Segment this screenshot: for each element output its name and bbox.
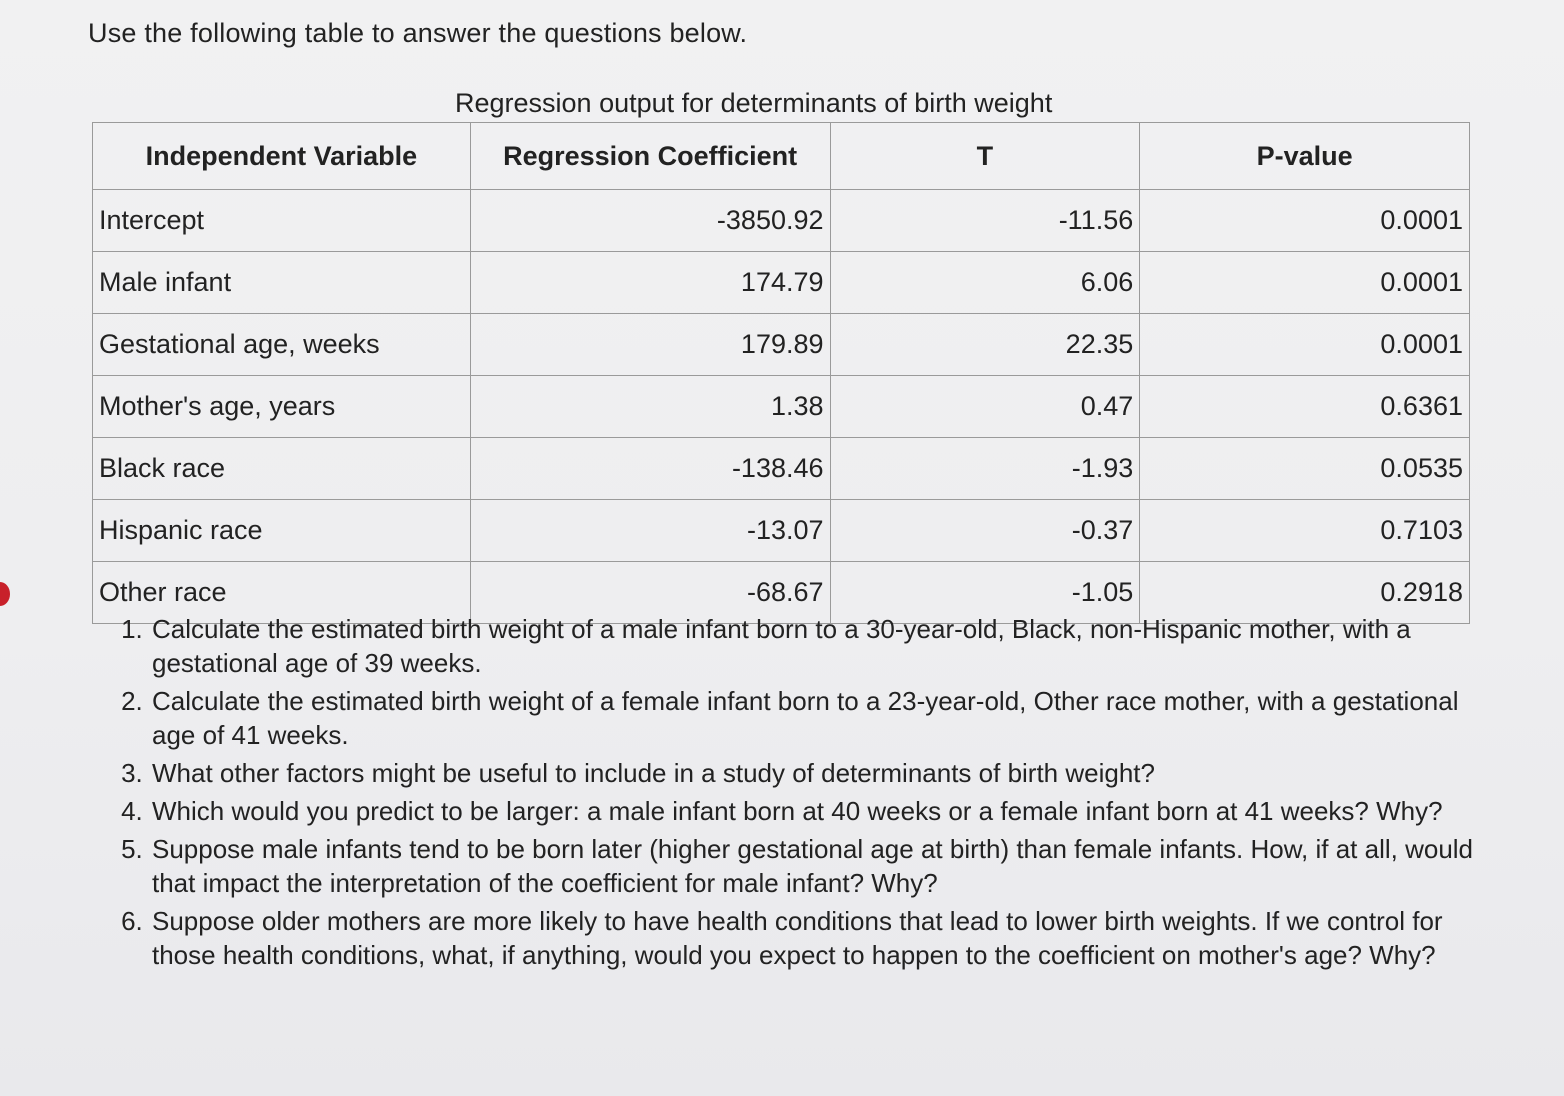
t-cell: 22.35 xyxy=(830,314,1140,376)
p-value-cell: 0.6361 xyxy=(1140,376,1470,438)
coefficient-cell: -138.46 xyxy=(470,438,830,500)
variable-cell: Gestational age, weeks xyxy=(93,314,471,376)
question-item: 4. Which would you predict to be larger: a male infant born at 40 weeks or a female infant born at 41 weeks? Why? xyxy=(150,794,1480,828)
variable-cell: Mother's age, years xyxy=(93,376,471,438)
question-item: 6. Suppose older mothers are more likely to have health conditions that lead to lower birth weights. If we control for those health conditions, what, if anything, would you expect to happen to the coefficient on mother's age? Why? xyxy=(150,904,1480,972)
t-cell: -1.93 xyxy=(830,438,1140,500)
question-list xyxy=(110,612,1480,976)
table-caption: Regression output for determinants of birth weight xyxy=(455,88,1053,118)
p-value-cell: 0.0535 xyxy=(1140,438,1470,500)
variable-cell: Intercept xyxy=(93,190,471,252)
intro-text: Use the following table to answer the questions below. xyxy=(88,18,748,48)
header-p-value: P-value xyxy=(1140,123,1470,190)
header-t: T xyxy=(830,123,1140,190)
t-cell: 0.47 xyxy=(830,376,1140,438)
coefficient-cell: -3850.92 xyxy=(470,190,830,252)
regression-table xyxy=(92,122,1470,624)
t-cell: -11.56 xyxy=(830,190,1140,252)
p-value-cell: 0.0001 xyxy=(1140,190,1470,252)
table-header-row xyxy=(93,123,1470,190)
question-item: 2. Calculate the estimated birth weight of a female infant born to a 23-year-old, Other race mother, with a gestational age of 41 weeks. xyxy=(150,684,1480,752)
table-row xyxy=(93,500,1470,562)
table-row xyxy=(93,314,1470,376)
table-row xyxy=(93,376,1470,438)
variable-cell: Hispanic race xyxy=(93,500,471,562)
t-cell: -1.05 xyxy=(830,562,1140,624)
p-value-cell: 0.2918 xyxy=(1140,562,1470,624)
variable-cell: Male infant xyxy=(93,252,471,314)
table-row xyxy=(93,190,1470,252)
header-independent-variable: Independent Variable xyxy=(93,123,471,190)
t-cell: 6.06 xyxy=(830,252,1140,314)
question-item: 5. Suppose male infants tend to be born later (higher gestational age at birth) than female infants. How, if at all, would that impact the interpretation of the coefficient for male infant? Why? xyxy=(150,832,1480,900)
question-item: 1. Calculate the estimated birth weight of a male infant born to a 30-year-old, Black, non-Hispanic mother, with a gestational age of 39 weeks. xyxy=(150,612,1480,680)
p-value-cell: 0.7103 xyxy=(1140,500,1470,562)
header-regression-coefficient: Regression Coefficient xyxy=(470,123,830,190)
coefficient-cell: 179.89 xyxy=(470,314,830,376)
p-value-cell: 0.0001 xyxy=(1140,252,1470,314)
table-row xyxy=(93,438,1470,500)
variable-cell: Black race xyxy=(93,438,471,500)
question-item: 3. What other factors might be useful to include in a study of determinants of birth weight? xyxy=(150,756,1480,790)
coefficient-cell: 174.79 xyxy=(470,252,830,314)
coefficient-cell: 1.38 xyxy=(470,376,830,438)
red-marker-dot xyxy=(0,582,10,606)
table-row xyxy=(93,252,1470,314)
p-value-cell: 0.0001 xyxy=(1140,314,1470,376)
coefficient-cell: -68.67 xyxy=(470,562,830,624)
coefficient-cell: -13.07 xyxy=(470,500,830,562)
t-cell: -0.37 xyxy=(830,500,1140,562)
variable-cell: Other race xyxy=(93,562,471,624)
